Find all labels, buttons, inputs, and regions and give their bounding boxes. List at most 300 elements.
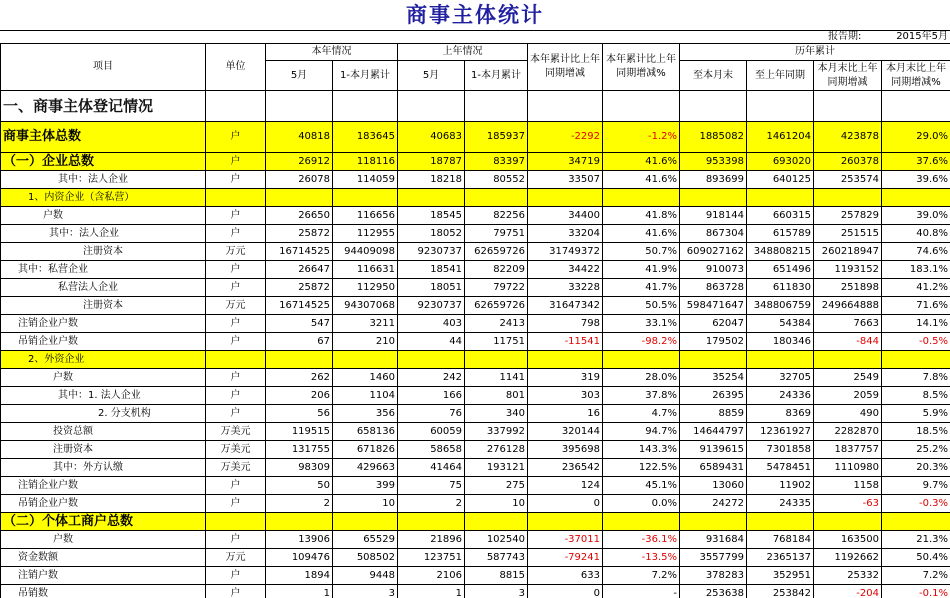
row-value-cell: 58658: [398, 441, 465, 459]
row-value-cell: 116631: [333, 261, 398, 279]
row-value-cell: 119515: [266, 423, 333, 441]
row-value-cell: 26078: [266, 171, 333, 189]
row-value-cell: 660315: [747, 207, 814, 225]
row-item-label: 注册资本: [1, 297, 206, 315]
row-value-cell: 253638: [680, 585, 747, 598]
row-unit: 万元: [206, 243, 266, 261]
row-value-cell: 14644797: [680, 423, 747, 441]
table-row: [1, 171, 950, 189]
table-row: [1, 122, 950, 153]
table-row: [1, 315, 950, 333]
row-unit: 户: [206, 315, 266, 333]
row-value-cell: 21.3%: [882, 531, 950, 549]
row-value-cell: 41.6%: [603, 171, 680, 189]
row-value-cell: 319: [528, 369, 603, 387]
row-value-cell: 251898: [814, 279, 882, 297]
row-unit: 户: [206, 261, 266, 279]
row-item-label: 商事主体总数: [1, 122, 206, 153]
row-value-cell: 45.1%: [603, 477, 680, 495]
row-value-cell: 75: [398, 477, 465, 495]
row-value-cell: 28.0%: [603, 369, 680, 387]
row-unit: [206, 189, 266, 207]
table-row: [1, 333, 950, 351]
row-value-cell: 40683: [398, 122, 465, 153]
row-item-label: 资金数额: [1, 549, 206, 567]
row-value-cell: 18218: [398, 171, 465, 189]
row-value-cell: 183645: [333, 122, 398, 153]
row-value-cell: 33228: [528, 279, 603, 297]
row-value-cell: 31647342: [528, 297, 603, 315]
row-value-cell: 303: [528, 387, 603, 405]
row-unit: 户: [206, 171, 266, 189]
header-item: 项目: [1, 44, 206, 91]
row-value-cell: 25872: [266, 279, 333, 297]
row-value-cell: [333, 91, 398, 122]
row-value-cell: 262: [266, 369, 333, 387]
row-value-cell: 112955: [333, 225, 398, 243]
row-value-cell: 35254: [680, 369, 747, 387]
header-historical: 历年累计: [680, 44, 950, 61]
row-value-cell: [266, 351, 333, 369]
row-value-cell: 257829: [814, 207, 882, 225]
row-item-label: 其中：1. 法人企业: [1, 387, 206, 405]
row-value-cell: 67: [266, 333, 333, 351]
row-value-cell: 65529: [333, 531, 398, 549]
row-value-cell: 16714525: [266, 243, 333, 261]
row-item-label: 2. 分支机构: [1, 405, 206, 423]
row-unit: [206, 91, 266, 122]
row-value-cell: [680, 513, 747, 531]
row-value-cell: [603, 351, 680, 369]
row-value-cell: [398, 91, 465, 122]
header-unit: 单位: [206, 44, 266, 91]
row-value-cell: 94409098: [333, 243, 398, 261]
row-value-cell: 403: [398, 315, 465, 333]
row-item-label: 户数: [1, 531, 206, 549]
table-row: [1, 441, 950, 459]
row-value-cell: 118116: [333, 153, 398, 171]
row-unit: 户: [206, 333, 266, 351]
row-value-cell: 0: [528, 495, 603, 513]
page-title: 商事主体统计: [406, 3, 544, 27]
row-value-cell: 109476: [266, 549, 333, 567]
row-value-cell: 1: [398, 585, 465, 598]
row-value-cell: 2059: [814, 387, 882, 405]
row-unit: 户: [206, 477, 266, 495]
row-value-cell: 18052: [398, 225, 465, 243]
row-item-label: 私营法人企业: [1, 279, 206, 297]
row-value-cell: [680, 189, 747, 207]
row-value-cell: 1837757: [814, 441, 882, 459]
row-value-cell: 6589431: [680, 459, 747, 477]
row-unit: 户: [206, 369, 266, 387]
row-value-cell: 633: [528, 567, 603, 585]
row-value-cell: [266, 189, 333, 207]
row-value-cell: 82256: [465, 207, 528, 225]
row-value-cell: 79751: [465, 225, 528, 243]
table-row: [1, 243, 950, 261]
row-unit: 户: [206, 153, 266, 171]
row-value-cell: 40.8%: [882, 225, 950, 243]
row-value-cell: 20.3%: [882, 459, 950, 477]
report-period-label: 报告期:: [828, 31, 862, 42]
row-value-cell: 39.0%: [882, 207, 950, 225]
row-value-cell: 41.7%: [603, 279, 680, 297]
row-value-cell: 1192662: [814, 549, 882, 567]
row-value-cell: 260378: [814, 153, 882, 171]
row-value-cell: 0.0%: [603, 495, 680, 513]
row-value-cell: 693020: [747, 153, 814, 171]
row-value-cell: 598471647: [680, 297, 747, 315]
row-value-cell: 1894: [266, 567, 333, 585]
row-value-cell: 658136: [333, 423, 398, 441]
row-value-cell: 82209: [465, 261, 528, 279]
row-value-cell: -844: [814, 333, 882, 351]
row-value-cell: 33204: [528, 225, 603, 243]
row-value-cell: 236542: [528, 459, 603, 477]
row-value-cell: 1: [266, 585, 333, 598]
row-value-cell: 0: [528, 585, 603, 598]
row-value-cell: 8369: [747, 405, 814, 423]
row-value-cell: [465, 189, 528, 207]
row-value-cell: 16714525: [266, 297, 333, 315]
row-value-cell: [747, 189, 814, 207]
row-value-cell: 50.7%: [603, 243, 680, 261]
row-value-cell: 41464: [398, 459, 465, 477]
row-value-cell: 395698: [528, 441, 603, 459]
row-unit: 户: [206, 585, 266, 598]
header-last-ytd: 1-本月累计: [465, 61, 528, 91]
row-value-cell: 41.6%: [603, 153, 680, 171]
row-value-cell: 13060: [680, 477, 747, 495]
row-value-cell: 26912: [266, 153, 333, 171]
row-value-cell: 3557799: [680, 549, 747, 567]
row-value-cell: [528, 91, 603, 122]
row-value-cell: 62047: [680, 315, 747, 333]
row-value-cell: 62659726: [465, 297, 528, 315]
table-row: [1, 423, 950, 441]
table-row: [1, 351, 950, 369]
row-value-cell: [266, 513, 333, 531]
row-unit: 户: [206, 567, 266, 585]
row-value-cell: 378283: [680, 567, 747, 585]
row-value-cell: 2: [266, 495, 333, 513]
row-value-cell: 11902: [747, 477, 814, 495]
row-value-cell: 1141: [465, 369, 528, 387]
row-value-cell: 276128: [465, 441, 528, 459]
table-row: [1, 549, 950, 567]
row-value-cell: [814, 513, 882, 531]
row-item-label: 注销企业户数: [1, 315, 206, 333]
table-row: [1, 531, 950, 549]
row-value-cell: -0.5%: [882, 333, 950, 351]
row-value-cell: 7.2%: [882, 567, 950, 585]
table-row: [1, 387, 950, 405]
row-value-cell: 41.2%: [882, 279, 950, 297]
table-row: [1, 297, 950, 315]
row-value-cell: 893699: [680, 171, 747, 189]
row-value-cell: 2365137: [747, 549, 814, 567]
header-this-ytd: 1-本月累计: [333, 61, 398, 91]
row-value-cell: 13906: [266, 531, 333, 549]
row-value-cell: 94307068: [333, 297, 398, 315]
row-value-cell: 9230737: [398, 297, 465, 315]
row-value-cell: 275: [465, 477, 528, 495]
row-unit: 户: [206, 225, 266, 243]
row-value-cell: 143.3%: [603, 441, 680, 459]
row-item-label: 其中：私营企业: [1, 261, 206, 279]
row-value-cell: 253574: [814, 171, 882, 189]
row-value-cell: [747, 513, 814, 531]
row-item-label: 2、外资企业: [1, 351, 206, 369]
table-row: [1, 279, 950, 297]
row-value-cell: -2292: [528, 122, 603, 153]
row-value-cell: 34400: [528, 207, 603, 225]
row-value-cell: 122.5%: [603, 459, 680, 477]
row-value-cell: 18.5%: [882, 423, 950, 441]
row-value-cell: 1460: [333, 369, 398, 387]
row-value-cell: 490: [814, 405, 882, 423]
row-value-cell: 33507: [528, 171, 603, 189]
row-value-cell: 547: [266, 315, 333, 333]
row-value-cell: [333, 513, 398, 531]
row-item-label: （二）个体工商户总数: [1, 513, 206, 531]
row-value-cell: 31749372: [528, 243, 603, 261]
row-value-cell: 18541: [398, 261, 465, 279]
row-value-cell: 3211: [333, 315, 398, 333]
header-ytd-change-pct: 本年累计比上年同期增减%: [603, 44, 680, 91]
header-to-last-year-same: 至上年同期: [747, 61, 814, 91]
row-item-label: 注册资本: [1, 441, 206, 459]
row-value-cell: [603, 513, 680, 531]
row-item-label: （一）企业总数: [1, 153, 206, 171]
row-value-cell: [398, 513, 465, 531]
row-value-cell: -1.2%: [603, 122, 680, 153]
row-item-label: 吊销企业户数: [1, 495, 206, 513]
row-value-cell: 11751: [465, 333, 528, 351]
row-value-cell: [814, 189, 882, 207]
row-value-cell: 80552: [465, 171, 528, 189]
row-value-cell: 102540: [465, 531, 528, 549]
row-value-cell: 76: [398, 405, 465, 423]
header-to-month-end: 至本月末: [680, 61, 747, 91]
row-item-label: 吊销企业户数: [1, 333, 206, 351]
row-value-cell: 587743: [465, 549, 528, 567]
row-value-cell: 16: [528, 405, 603, 423]
row-value-cell: 166: [398, 387, 465, 405]
row-value-cell: -204: [814, 585, 882, 598]
row-value-cell: 640125: [747, 171, 814, 189]
row-value-cell: 7.8%: [882, 369, 950, 387]
table-body: [1, 91, 950, 598]
row-value-cell: 185937: [465, 122, 528, 153]
row-value-cell: -13.5%: [603, 549, 680, 567]
row-value-cell: 253842: [747, 585, 814, 598]
row-value-cell: 25332: [814, 567, 882, 585]
row-value-cell: 25872: [266, 225, 333, 243]
row-value-cell: [465, 91, 528, 122]
row-value-cell: 25.2%: [882, 441, 950, 459]
row-value-cell: 320144: [528, 423, 603, 441]
header-last-year: 上年情况: [398, 44, 528, 61]
row-value-cell: 615789: [747, 225, 814, 243]
row-value-cell: 123751: [398, 549, 465, 567]
row-value-cell: 124: [528, 477, 603, 495]
row-value-cell: -: [603, 585, 680, 598]
row-unit: 万元: [206, 297, 266, 315]
report-period-value: 2015年5月: [896, 31, 948, 42]
row-item-label: 其中：外方认缴: [1, 459, 206, 477]
table-row: [1, 405, 950, 423]
row-value-cell: [398, 189, 465, 207]
row-value-cell: [882, 351, 950, 369]
row-value-cell: 98309: [266, 459, 333, 477]
row-value-cell: 44: [398, 333, 465, 351]
row-unit: 户: [206, 531, 266, 549]
row-value-cell: [465, 351, 528, 369]
table-row: [1, 369, 950, 387]
header-month-end-change-pct: 本月末比上年同期增减%: [882, 61, 950, 91]
row-value-cell: 26650: [266, 207, 333, 225]
row-value-cell: 249664888: [814, 297, 882, 315]
row-unit: 万元: [206, 549, 266, 567]
row-value-cell: 94.7%: [603, 423, 680, 441]
row-value-cell: [882, 189, 950, 207]
row-unit: 户: [206, 405, 266, 423]
row-value-cell: [603, 91, 680, 122]
report-period-line: [0, 30, 950, 43]
row-value-cell: 183.1%: [882, 261, 950, 279]
row-value-cell: 37.6%: [882, 153, 950, 171]
row-value-cell: [814, 91, 882, 122]
row-value-cell: 651496: [747, 261, 814, 279]
row-value-cell: 1158: [814, 477, 882, 495]
row-value-cell: 29.0%: [882, 122, 950, 153]
row-unit: 万美元: [206, 423, 266, 441]
row-value-cell: 356: [333, 405, 398, 423]
row-value-cell: 193121: [465, 459, 528, 477]
row-value-cell: 352951: [747, 567, 814, 585]
row-value-cell: 10: [333, 495, 398, 513]
row-value-cell: [882, 91, 950, 122]
row-value-cell: 50: [266, 477, 333, 495]
row-value-cell: 931684: [680, 531, 747, 549]
row-value-cell: [528, 513, 603, 531]
row-value-cell: 12361927: [747, 423, 814, 441]
row-unit: 户: [206, 495, 266, 513]
statistics-table: [0, 43, 950, 598]
row-unit: 户: [206, 122, 266, 153]
table-row: [1, 477, 950, 495]
row-value-cell: [333, 189, 398, 207]
row-value-cell: 918144: [680, 207, 747, 225]
row-item-label: 一、商事主体登记情况: [1, 91, 206, 122]
row-item-label: 户数: [1, 207, 206, 225]
row-value-cell: 399: [333, 477, 398, 495]
header-last-may: 5月: [398, 61, 465, 91]
row-value-cell: 34422: [528, 261, 603, 279]
row-value-cell: 1104: [333, 387, 398, 405]
row-value-cell: [680, 351, 747, 369]
row-value-cell: 18051: [398, 279, 465, 297]
row-value-cell: [528, 189, 603, 207]
row-item-label: 1、内资企业（含私营）: [1, 189, 206, 207]
row-value-cell: [528, 351, 603, 369]
row-value-cell: 8.5%: [882, 387, 950, 405]
row-value-cell: 41.8%: [603, 207, 680, 225]
row-value-cell: 83397: [465, 153, 528, 171]
row-value-cell: 41.6%: [603, 225, 680, 243]
row-value-cell: 56: [266, 405, 333, 423]
row-value-cell: 7663: [814, 315, 882, 333]
row-item-label: 注销企业户数: [1, 477, 206, 495]
row-unit: 万美元: [206, 459, 266, 477]
row-value-cell: 337992: [465, 423, 528, 441]
row-unit: [206, 351, 266, 369]
table-row: [1, 459, 950, 477]
row-value-cell: 39.6%: [882, 171, 950, 189]
row-value-cell: [680, 91, 747, 122]
row-value-cell: 7.2%: [603, 567, 680, 585]
row-value-cell: 7301858: [747, 441, 814, 459]
row-value-cell: 180346: [747, 333, 814, 351]
row-value-cell: 798: [528, 315, 603, 333]
row-value-cell: 423878: [814, 122, 882, 153]
row-value-cell: 1110980: [814, 459, 882, 477]
table-row: [1, 513, 950, 531]
table-row: [1, 225, 950, 243]
row-value-cell: 1461204: [747, 122, 814, 153]
row-value-cell: 9139615: [680, 441, 747, 459]
table-header: [1, 44, 950, 91]
row-value-cell: 4.7%: [603, 405, 680, 423]
row-value-cell: 508502: [333, 549, 398, 567]
row-value-cell: -79241: [528, 549, 603, 567]
row-value-cell: -98.2%: [603, 333, 680, 351]
row-value-cell: -36.1%: [603, 531, 680, 549]
row-value-cell: 242: [398, 369, 465, 387]
row-value-cell: 21896: [398, 531, 465, 549]
row-value-cell: 163500: [814, 531, 882, 549]
row-value-cell: 8815: [465, 567, 528, 585]
row-value-cell: 26395: [680, 387, 747, 405]
row-value-cell: [603, 189, 680, 207]
row-value-cell: 14.1%: [882, 315, 950, 333]
row-value-cell: 40818: [266, 122, 333, 153]
row-value-cell: -11541: [528, 333, 603, 351]
row-value-cell: 210: [333, 333, 398, 351]
row-value-cell: 260218947: [814, 243, 882, 261]
table-row: [1, 91, 950, 122]
row-value-cell: 41.9%: [603, 261, 680, 279]
table-row: [1, 261, 950, 279]
row-value-cell: 50.4%: [882, 549, 950, 567]
table-row: [1, 567, 950, 585]
row-value-cell: 611830: [747, 279, 814, 297]
row-value-cell: 10: [465, 495, 528, 513]
row-value-cell: 26647: [266, 261, 333, 279]
row-value-cell: [266, 91, 333, 122]
row-value-cell: 18545: [398, 207, 465, 225]
row-value-cell: 33.1%: [603, 315, 680, 333]
row-value-cell: 116656: [333, 207, 398, 225]
row-value-cell: 5478451: [747, 459, 814, 477]
row-value-cell: 24335: [747, 495, 814, 513]
row-value-cell: 131755: [266, 441, 333, 459]
row-item-label: 户数: [1, 369, 206, 387]
row-value-cell: [882, 513, 950, 531]
row-value-cell: 79722: [465, 279, 528, 297]
